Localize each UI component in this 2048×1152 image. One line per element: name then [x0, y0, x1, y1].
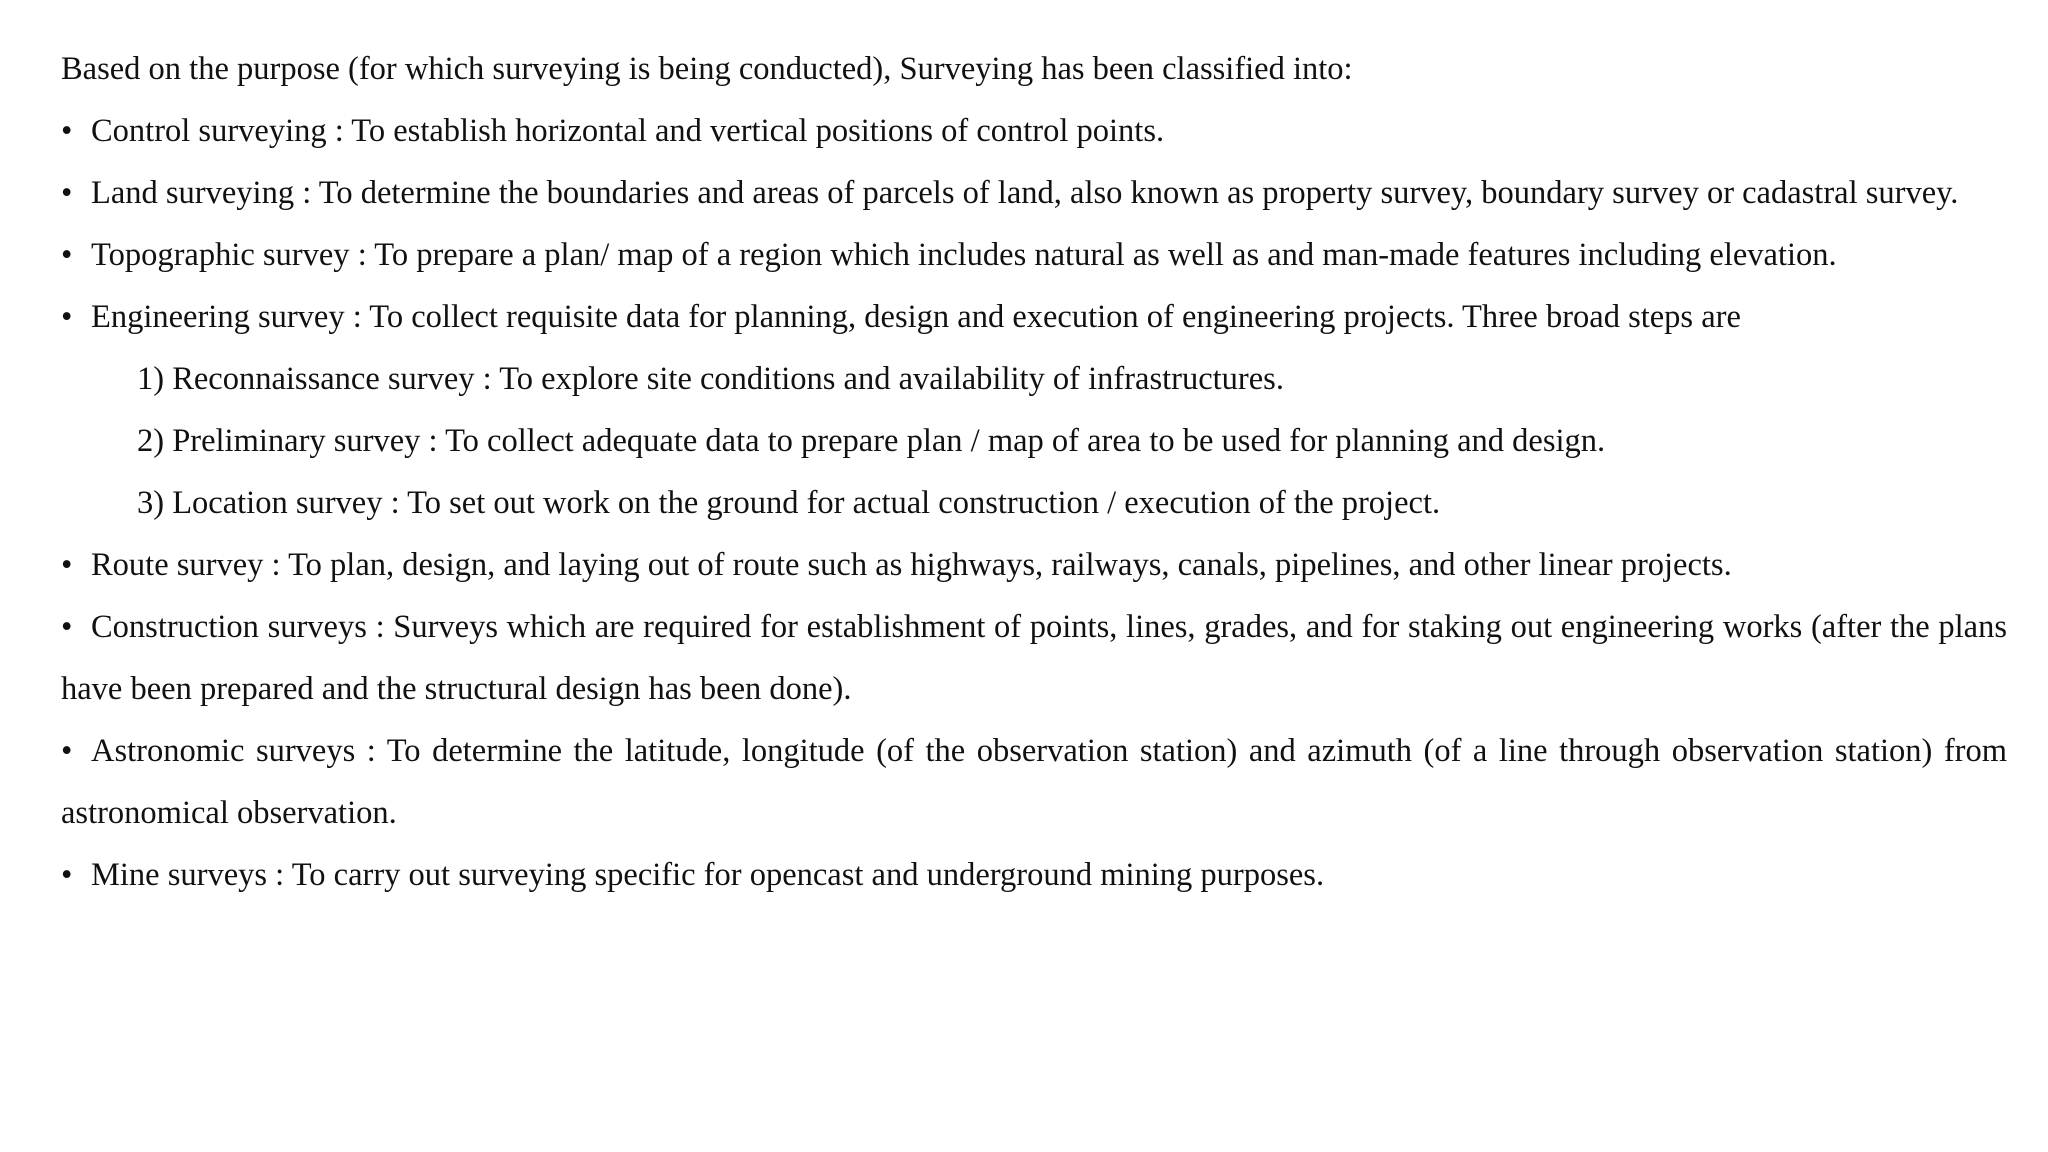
item-term: Astronomic surveys: [91, 733, 356, 769]
item-term: Land surveying: [91, 175, 295, 211]
item-description: : To determine the latitude, longitude (of the observation station) and azimuth (of a line through observation station) from astronomical observation.: [61, 733, 2008, 831]
bullet-icon: •: [61, 299, 73, 335]
document-body: [61, 38, 2007, 906]
item-description: : To carry out surveying specific for opencast and underground mining purposes.: [267, 857, 1325, 893]
item-term: Engineering survey: [91, 299, 345, 335]
item-term: Mine surveys: [91, 857, 268, 893]
bullet-icon: •: [61, 547, 73, 583]
item-term: Route survey: [91, 547, 264, 583]
item-term: Control surveying: [91, 113, 327, 149]
bullet-icon: •: [61, 733, 73, 769]
item-description: : To determine the boundaries and areas of parcels of land, also known as property survey, boundary survey or cadastral survey.: [294, 175, 1959, 211]
bullet-icon: •: [61, 609, 73, 645]
list-item-control-surveying: [61, 100, 2007, 162]
bullet-icon: •: [61, 857, 73, 893]
bullet-icon: •: [61, 237, 73, 273]
item-description: : To establish horizontal and vertical positions of control points.: [326, 113, 1165, 149]
item-description: : Surveys which are required for establishment of points, lines, grades, and for staking out engineering works (after the plans have been prepared and the structural design has been done).: [61, 609, 2007, 707]
step-location-survey: 3) Location survey : To set out work on the ground for actual construction / execution of the project.: [137, 485, 1441, 521]
list-item-land-surveying: [61, 162, 2007, 224]
list-item-construction-surveys: [61, 596, 2007, 720]
bullet-icon: •: [61, 175, 73, 211]
step-reconnaissance-survey: 1) Reconnaissance survey : To explore site conditions and availability of infrastructures.: [137, 361, 1284, 397]
step-preliminary-survey: 2) Preliminary survey : To collect adequate data to prepare plan / map of area to be used for planning and design.: [137, 423, 1606, 459]
intro-paragraph: Based on the purpose (for which surveying is being conducted), Surveying has been classified into:: [61, 51, 1353, 87]
item-description: : To collect requisite data for planning, design and execution of engineering projects. Three broad steps are: [344, 299, 1741, 335]
list-item-route-survey: [61, 534, 2007, 596]
item-description: : To prepare a plan/ map of a region which includes natural as well as and man-made features including elevation.: [349, 237, 1837, 273]
list-item-topographic-survey: [61, 224, 2007, 286]
list-item-astronomic-surveys: [61, 720, 2007, 844]
list-item-mine-surveys: [61, 844, 2007, 906]
bullet-icon: •: [61, 113, 73, 149]
item-term: Construction surveys: [91, 609, 367, 645]
item-term: Topographic survey: [91, 237, 350, 273]
item-description: : To plan, design, and laying out of route such as highways, railways, canals, pipelines, and other linear projects.: [263, 547, 1732, 583]
list-item-engineering-survey: [61, 286, 2007, 348]
